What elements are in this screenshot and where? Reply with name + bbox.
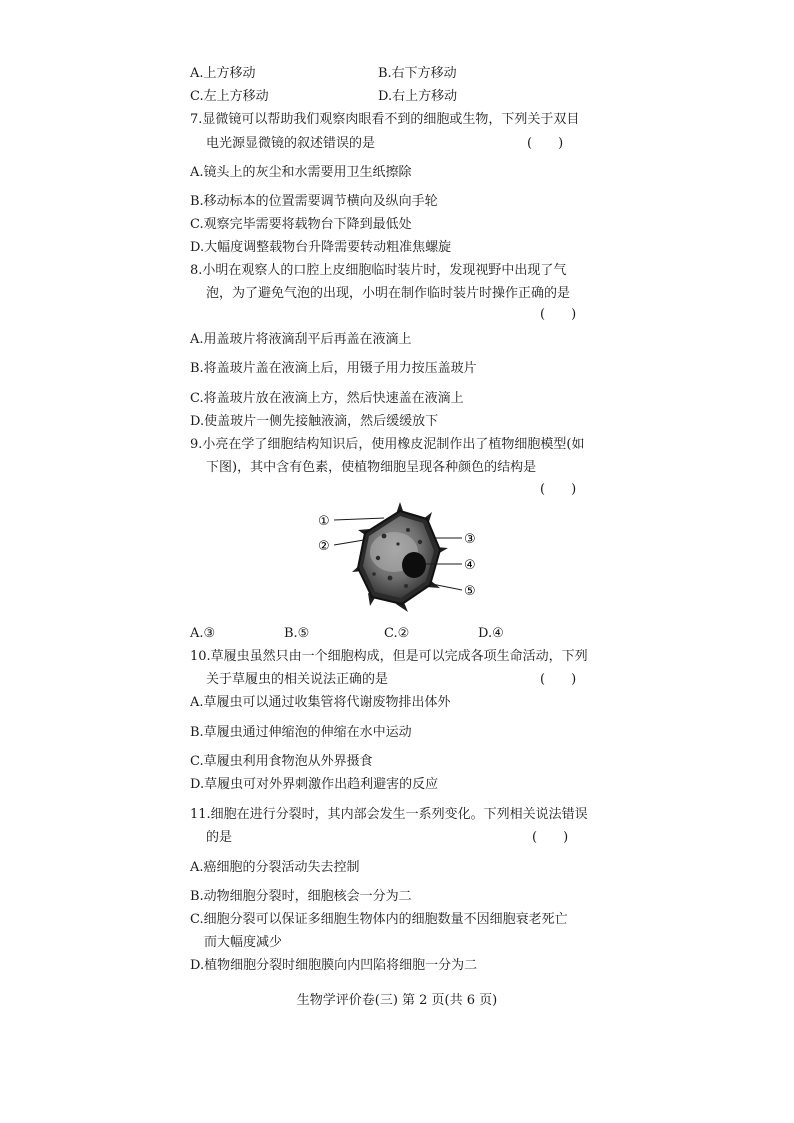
q10-stem-line1: 10.草履虫虽然只由一个细胞构成，但是可以完成各项生命活动，下列 — [190, 649, 588, 664]
q10-answer-blank: ( ) — [540, 672, 577, 687]
q11-option-d: D.植物细胞分裂时细胞膜向内凹陷将细胞一分为二 — [190, 958, 478, 973]
q10-stem-line2: 关于草履虫的相关说法正确的是 — [206, 672, 389, 687]
q7-option-a: A.镜头上的灰尘和水需要用卫生纸擦除 — [190, 165, 412, 180]
q8-option-a: A.用盖玻片将液滴刮平后再盖在液滴上 — [190, 332, 412, 347]
nucleus — [402, 552, 426, 578]
q11-answer-blank: ( ) — [532, 830, 569, 845]
q7-option-d: D.大幅度调整载物台升降需要转动粗准焦螺旋 — [190, 240, 452, 255]
q8-option-b: B.将盖玻片盖在液滴上后，用镊子用力按压盖玻片 — [190, 361, 477, 376]
q10-option-d: D.草履虫可对外界刺激作出趋利避害的反应 — [190, 777, 439, 792]
q10-option-a: A.草履虫可以通过收集管将代谢废物排出体外 — [190, 695, 451, 710]
q11-stem-line2: 的是 — [206, 830, 233, 845]
q9-option-c: C.② — [384, 626, 410, 641]
q7-stem-line2: 电光源显微镜的叙述错误的是 — [206, 136, 376, 151]
q9-option-b: B.⑤ — [284, 626, 310, 641]
q9-answer-blank: ( ) — [540, 482, 577, 497]
figure-label-5: ⑤ — [464, 584, 476, 599]
q6-option-c: C.左上方移动 — [190, 89, 269, 104]
page-footer: 生物学评价卷(三) 第 2 页(共 6 页) — [296, 993, 498, 1008]
q9-stem-line1: 9.小亮在学了细胞结构知识后，使用橡皮泥制作出了植物细胞模型(如 — [190, 437, 585, 452]
q8-option-d: D.使盖玻片一侧先接触液滴，然后缓缓放下 — [190, 414, 439, 429]
q7-stem-line1: 7.显微镜可以帮助我们观察肉眼看不到的细胞或生物，下列关于双目 — [190, 112, 580, 127]
q9-option-d: D.④ — [478, 626, 504, 641]
q7-option-c: C.观察完毕需要将载物台下降到最低处 — [190, 217, 412, 232]
figure-label-1: ① — [318, 514, 330, 529]
figure-label-4: ④ — [464, 558, 476, 573]
q11-option-a: A.癌细胞的分裂活动失去控制 — [190, 860, 360, 875]
q8-answer-blank: ( ) — [540, 307, 577, 322]
q9-option-a: A.③ — [190, 626, 216, 641]
q8-option-c: C.将盖玻片放在液滴上方，然后快速盖在液滴上 — [190, 391, 464, 406]
q11-stem-line1: 11.细胞在进行分裂时，其内部会发生一系列变化。下列相关说法错误 — [190, 807, 588, 822]
q7-answer-blank: ( ) — [527, 136, 564, 151]
q10-option-b: B.草履虫通过伸缩泡的伸缩在水中运动 — [190, 725, 412, 740]
q7-option-b: B.移动标本的位置需要调节横向及纵向手轮 — [190, 194, 438, 209]
q8-stem-line1: 8.小明在观察人的口腔上皮细胞临时装片时，发现视野中出现了气 — [190, 263, 567, 278]
q11-option-c-line2: 而大幅度减少 — [204, 935, 283, 950]
plant-cell-model-figure — [312, 500, 488, 620]
q11-option-b: B.动物细胞分裂时，细胞核会一分为二 — [190, 889, 412, 904]
q6-option-b: B.右下方移动 — [378, 66, 457, 81]
q6-option-a: A.上方移动 — [190, 66, 256, 81]
figure-label-3: ③ — [464, 532, 476, 547]
figure-label-2: ② — [318, 539, 330, 554]
q10-option-c: C.草履虫利用食物泡从外界摄食 — [190, 754, 373, 769]
q8-stem-line2: 泡，为了避免气泡的出现，小明在制作临时装片时操作正确的是 — [206, 286, 571, 301]
q11-option-c-line1: C.细胞分裂可以保证多细胞生物体内的细胞数量不因细胞衰老死亡 — [190, 912, 568, 927]
q6-option-d: D.右上方移动 — [378, 89, 458, 104]
q9-stem-line2: 下图)，其中含有色素，使植物细胞呈现各种颜色的结构是 — [206, 460, 537, 475]
